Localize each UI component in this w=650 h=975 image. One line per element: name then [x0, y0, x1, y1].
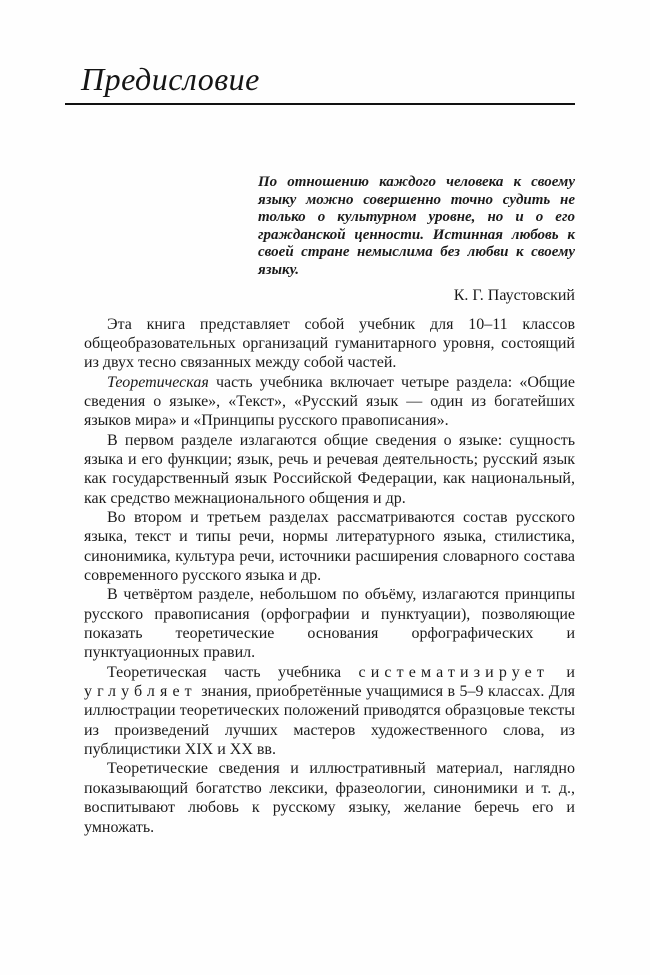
paragraph: [84, 431, 575, 508]
page-title: Предисловие: [81, 61, 260, 97]
paragraph-segment: Теоретическая часть учебника: [107, 663, 359, 681]
paragraph: [84, 373, 575, 431]
paragraph-segment: Во втором и третьем разделах рассматриваются состав русского языка, текст и типы речи, нормы литературного языка, стилистика, синонимика, культура речи, источники расширения словарного состава современного русского языка и др.: [84, 509, 575, 585]
page-content: [81, 0, 575, 837]
paragraph-segment: Теоретические сведения и иллюстративный материал, наглядно показывающий богатство лексики, фразеологии, синонимики и т. д., воспитывают любовь к русскому языку, желание беречь его и умножать.: [84, 760, 575, 836]
paragraph-segment: систематизирует: [358, 663, 549, 681]
paragraph-segment: знания, приобретённые учащимися в 5–9 классах. Для иллюстрации теоретических положений приводятся образцовые тексты из произведений лучших мастеров художественного слова, из публицистики XIX и XX вв.: [84, 683, 575, 759]
paragraph-segment: Теоретическая: [107, 373, 209, 391]
epigraph-attribution: К. Г. Паустовский: [453, 286, 575, 304]
chapter-header: [65, 60, 575, 105]
paragraph-segment: В четвёртом разделе, небольшом по объёму, излагаются принципы русского правописания (орфографии и пунктуации), позволяющие показать теоретические основания орфографических и пунктуационных правил.: [84, 586, 575, 662]
epigraph: По отношению каждого человека к своему языку можно совершенно точно судить не только о культурном уровне, но и о его гражданской ценности. Истинная любовь к своей стране немыслима без любви к своему языку.: [258, 174, 575, 278]
paragraph-segment: часть учебника включает четыре раздела: «Общие сведения о языке», «Текст», «Русский язык — один из богатейших языков мира» и «Принципы русского правописания».: [84, 373, 575, 430]
paragraph: [84, 585, 575, 662]
paragraph: [84, 508, 575, 585]
paragraph-segment: углубляет: [84, 683, 197, 701]
paragraph-segment: и: [548, 663, 575, 681]
paragraph: [84, 663, 575, 760]
paragraph-segment: В первом разделе излагаются общие сведения о языке: сущность языка и его функции; язык, речь и речевая деятельность; русский язык как государственный язык Российской Федерации, как национальный, как средство межнационального общения и др.: [84, 431, 575, 507]
paragraph-segment: Эта книга представляет собой учебник для 10–11 классов общеобразовательных организаций гуманитарного уровня, состоящий из двух тесно связанных между собой частей.: [84, 315, 575, 372]
paragraph: [84, 315, 575, 373]
paragraph: [84, 759, 575, 836]
body-text: [84, 315, 575, 837]
